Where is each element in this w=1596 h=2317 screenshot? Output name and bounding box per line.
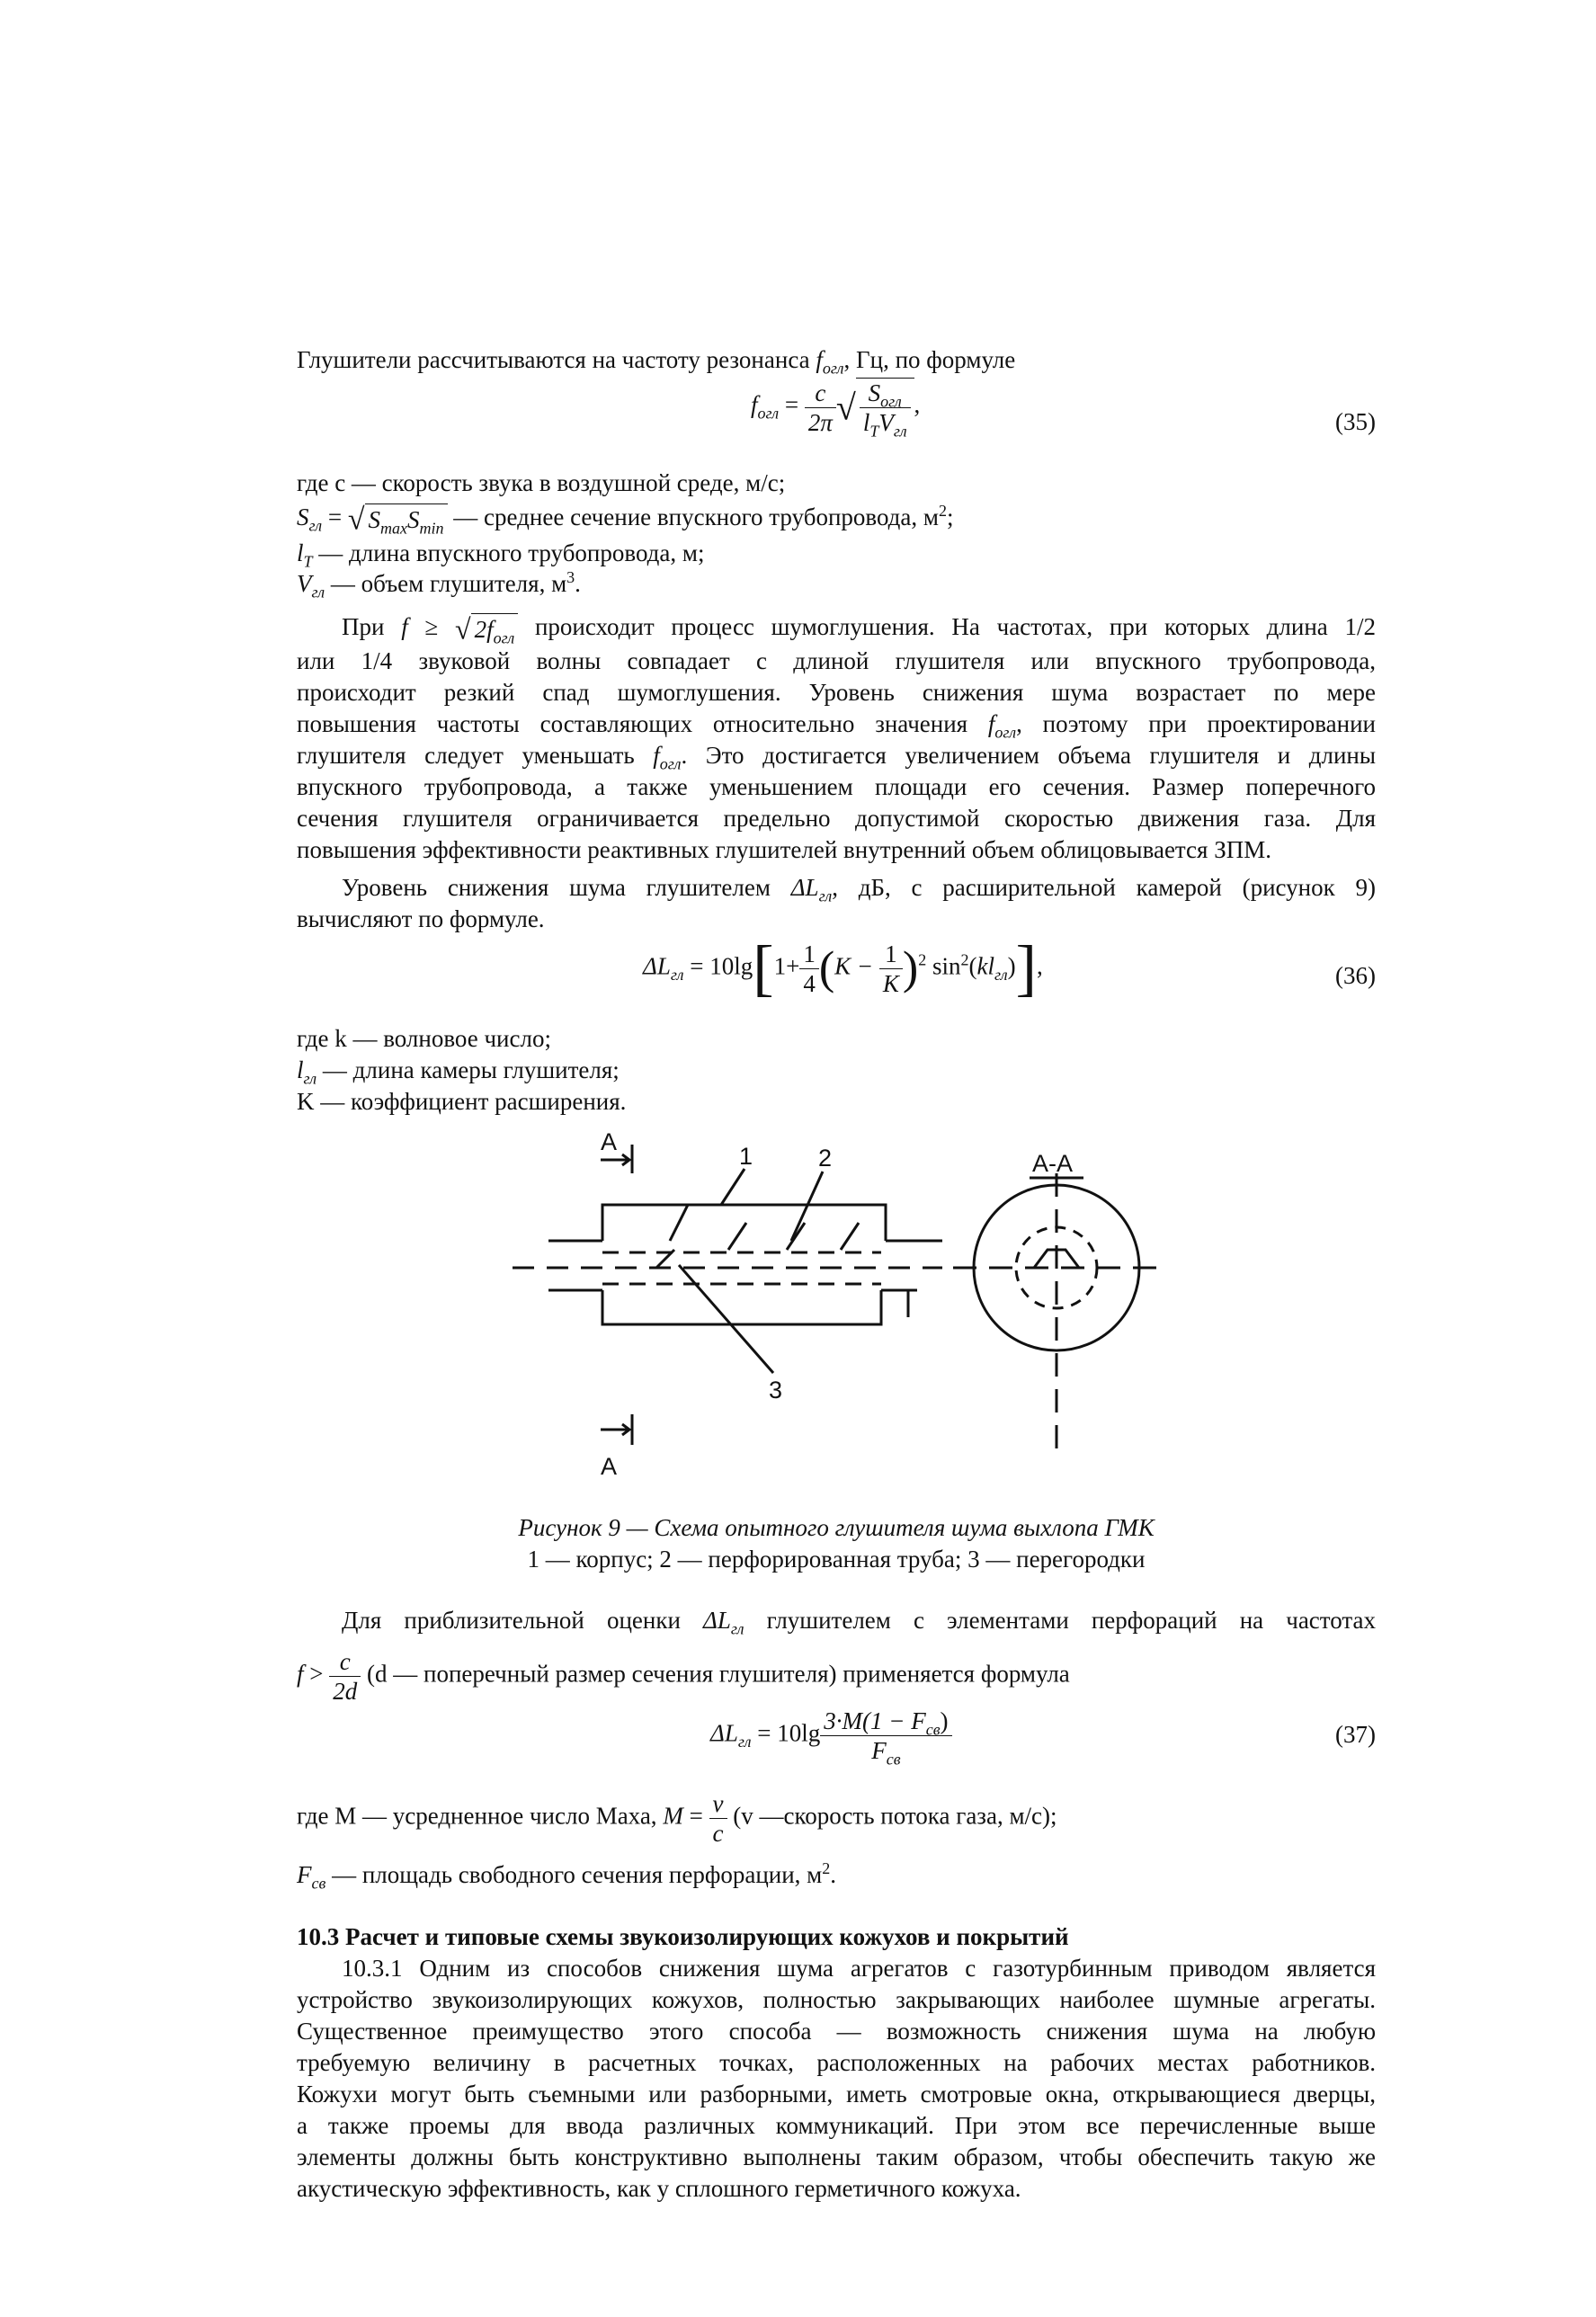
section-line-1: 10.3.1 Одним из способов снижения шума агрегатов с газотурбинным приводом является xyxy=(342,1955,1376,1982)
para1-f: f xyxy=(401,613,408,640)
para3-gt: > xyxy=(309,1660,324,1688)
def-s-min-sub: min xyxy=(419,519,444,538)
right-bracket-icon: ] xyxy=(1015,933,1037,1003)
eq35-inner-den xyxy=(860,408,911,441)
def-l-line xyxy=(297,538,1376,569)
para1-ge: ≥ xyxy=(424,613,439,640)
def-s-line xyxy=(297,502,1376,536)
def-v-line xyxy=(297,568,1376,600)
section-line-7: элементы должны быть конструктивно выполнены таким образом, чтобы обеспечить такую же xyxy=(297,2143,1376,2170)
eq36-comma: , xyxy=(1036,952,1043,980)
eq36-inv-den: K xyxy=(882,970,899,997)
eq35-denominator: 2π xyxy=(807,408,833,436)
eq35-l: l xyxy=(862,409,870,436)
eq36-k: K − xyxy=(834,952,874,980)
section-line-3: Существенное преимущество этого способа — возможность снижения шума на любую xyxy=(297,2018,1376,2045)
def-s-min: S xyxy=(407,505,420,533)
equation-35 xyxy=(751,378,921,441)
intro-line xyxy=(297,344,1376,376)
para2-symbol: ΔL xyxy=(790,874,819,901)
para3-den: 2d xyxy=(333,1678,358,1705)
def-l-text: — длина впускного трубопровода, м; xyxy=(312,539,705,566)
def-m-fraction xyxy=(709,1789,727,1848)
equation-36: $\Delta L_{гл} = 10\lg[1+$ $\frac{1}{4}$ (K − $\frac{1}{K}$ )$^2$ $\sin^2(kl_{гл})$], xyxy=(643,933,1043,1003)
eq36-lg: 10lg xyxy=(709,952,753,980)
para1-rad-text: 2f xyxy=(474,615,494,643)
intro-f-subscript: огл xyxy=(822,359,844,378)
def-m-den: c xyxy=(712,1820,724,1847)
leader-3 xyxy=(679,1265,773,1373)
para1-l4-b: , поэтому при проектировании xyxy=(1016,710,1377,737)
eq35-lhs-sub: огл xyxy=(757,404,780,423)
eq36-quarter-den: 4 xyxy=(803,970,816,997)
section-line-6: а также проемы для ввода различных коммуникаций. При этом все перечисленные выше xyxy=(297,2112,1376,2139)
eq37-fraction xyxy=(820,1707,951,1769)
def-lgl-symbol: l xyxy=(297,1056,304,1083)
eq35-l-sub: T xyxy=(869,422,879,441)
def-f-text: — площадь свободного сечения перфорации, м xyxy=(325,1861,823,1888)
eq36-one: 1+ xyxy=(773,952,800,980)
equation-37 xyxy=(710,1707,952,1769)
def-f-sup: 2 xyxy=(822,1859,831,1877)
sqrt-icon: √ xyxy=(835,387,856,428)
def-f-sub: св xyxy=(311,1874,326,1893)
para1-line-7: сечения глушителя ограничивается предельно допустимой скоростью движения газа. Для xyxy=(297,805,1376,832)
eq36-quarter-num: 1 xyxy=(799,940,819,969)
leader-1 xyxy=(721,1169,745,1205)
def-v-end: . xyxy=(575,570,581,597)
callout-3: 3 xyxy=(769,1377,783,1404)
eq36-lhs-sub: гл xyxy=(670,966,684,985)
eq36-arg: kl xyxy=(976,952,994,980)
callout-1: 1 xyxy=(739,1143,753,1170)
def-s-sub: гл xyxy=(308,516,323,535)
def-f-line xyxy=(297,1859,1376,1891)
eq36-inverse xyxy=(879,940,903,998)
eq36-inv-num: 1 xyxy=(879,940,903,969)
def-m-text-a: где M — усредненное число Маха, xyxy=(297,1802,664,1830)
eq35-radicand xyxy=(856,378,914,441)
eq37-num-end: ) xyxy=(940,1707,949,1734)
para1-l5-sub: огл xyxy=(659,754,682,773)
def-s-max-sub: max xyxy=(380,519,408,538)
left-bracket-icon: [ xyxy=(753,933,774,1003)
para2-sub: гл xyxy=(818,887,833,905)
def-s-radicand xyxy=(365,504,448,536)
eq36-equals: = xyxy=(690,952,704,980)
def-K-line: K — коэффициент расширения. xyxy=(297,1088,627,1115)
def-s-sup: 2 xyxy=(938,502,947,520)
eq35-numerator: c xyxy=(805,379,836,408)
para3-l1-b: глушителем с элементами перфораций на частотах xyxy=(744,1607,1376,1634)
para3-sub: гл xyxy=(730,1619,745,1638)
eq36-arg-sub: гл xyxy=(994,966,1008,985)
eq37-denominator xyxy=(820,1736,951,1769)
para1-radicand xyxy=(471,613,519,646)
eq36-number: (36) xyxy=(1335,962,1376,989)
intro-text-b: , Гц, по формуле xyxy=(843,346,1016,373)
eq36-lhs: ΔL xyxy=(643,952,671,980)
def-m-line xyxy=(297,1789,1376,1848)
sqrt-icon: √ xyxy=(347,503,365,537)
para1-l4-a: повышения частоты составляющих относительно значения xyxy=(297,710,988,737)
para2-l1-b: , дБ, с расширительной камерой (рисунок 9) xyxy=(832,874,1376,901)
def-v-sub: гл xyxy=(311,583,325,602)
def-v-text: — объем глушителя, м xyxy=(325,570,567,597)
eq37-lhs-sub: гл xyxy=(737,1733,752,1751)
para2-line-2: вычисляют по формуле. xyxy=(297,905,545,932)
para1-l5-f: f xyxy=(653,742,660,769)
def-m-num: v xyxy=(709,1789,727,1819)
para1-l5-b: . Это достигается увеличением объема глушителя и длины xyxy=(681,742,1376,769)
def-lgl-text: — длина камеры глушителя; xyxy=(317,1056,620,1083)
eq37-equals: = xyxy=(757,1719,771,1747)
eq37-lhs: ΔL xyxy=(710,1719,738,1747)
para3-fraction xyxy=(329,1647,361,1706)
def-m-equals: = xyxy=(689,1802,703,1830)
def-f-end: . xyxy=(830,1861,837,1888)
eq35-fraction xyxy=(805,379,836,437)
eq35-s: S xyxy=(868,379,881,406)
para2-line-1 xyxy=(297,872,1376,904)
body-upper xyxy=(602,1205,886,1241)
def-f-symbol: F xyxy=(297,1861,312,1888)
baffle xyxy=(670,1205,688,1241)
para3-line-1 xyxy=(297,1605,1376,1636)
para1-l1-a: При xyxy=(342,613,402,640)
section-heading: 10.3 Расчет и типовые схемы звукоизолирующих кожухов и покрытий xyxy=(297,1923,1069,1950)
para1-line-3: происходит резкий спад шумоглушения. Уровень снижения шума возрастает по мере xyxy=(297,679,1376,706)
para3-l1-a: Для приблизительной оценки xyxy=(342,1607,704,1634)
def-v-sup: 3 xyxy=(566,568,575,586)
para1-l1-b: происходит процесс шумоглушения. На частотах, при которых длина 1/2 xyxy=(518,613,1377,640)
eq35-equals: = xyxy=(784,391,799,419)
section-line-5: Кожухи могут быть съемными или разборными, иметь смотровые окна, открывающиеся дверцы, xyxy=(297,2081,1376,2108)
section-letter-bottom: A xyxy=(601,1453,618,1480)
para1-line-8: повышения эффективности реактивных глушителей внутренний объем облицовывается ЗПМ. xyxy=(297,836,1271,863)
section-line-8: акустическую эффективность, как у сплошного герметичного кожуха. xyxy=(297,2175,1021,2202)
body-lower xyxy=(602,1290,881,1324)
def-lgl-line xyxy=(297,1055,1376,1086)
eq37-lg: 10lg xyxy=(777,1719,821,1747)
eq35-v-sub: гл xyxy=(893,422,907,441)
para1-rad-sub: огл xyxy=(493,628,515,647)
para1-l5-a: глушителя следует уменьшать xyxy=(297,742,654,769)
def-l-sub: T xyxy=(303,552,313,571)
eq36-sin-pow: 2 xyxy=(960,950,969,969)
para1-l4-sub: огл xyxy=(994,723,1017,742)
def-s-equals: = xyxy=(327,504,343,530)
eq35-s-sub: огл xyxy=(880,392,902,411)
def-c-line: где c — скорость звука в воздушной среде, м/с; xyxy=(297,469,786,496)
eq37-num-sub: св xyxy=(925,1720,941,1739)
eq35-number: (35) xyxy=(1335,408,1376,435)
def-s-text: — среднее сечение впускного трубопровода, м xyxy=(447,504,939,530)
document-page xyxy=(297,0,1376,2317)
eq37-den-text: F xyxy=(871,1737,887,1764)
eq37-den-sub: св xyxy=(886,1750,901,1769)
para1-line-2: или 1/4 звуковой волны совпадает с длиной глушителя или впускного трубопровода, xyxy=(297,647,1376,674)
baffle xyxy=(787,1223,805,1250)
eq36-pow: 2 xyxy=(918,950,927,969)
eq37-num-text: 3·M(1 − F xyxy=(824,1707,926,1734)
muffler-schematic xyxy=(513,1128,1169,1484)
baffle xyxy=(841,1223,859,1250)
def-s-end: ; xyxy=(946,504,954,530)
para3-num: c xyxy=(329,1647,361,1677)
figure-caption-legend: 1 — корпус; 2 — перфорированная труба; 3 — перегородки xyxy=(527,1546,1146,1573)
eq37-numerator xyxy=(820,1707,951,1739)
eq37-number: (37) xyxy=(1335,1721,1376,1748)
para1-line-4 xyxy=(297,708,1376,740)
baffle xyxy=(728,1223,746,1250)
figure-9 xyxy=(513,1128,1169,1492)
eq35-inner-fraction xyxy=(860,379,911,441)
intro-text-a: Глушители рассчитываются на частоту резонанса xyxy=(297,346,816,373)
para1-line-1 xyxy=(297,611,1376,646)
para2-l1-a: Уровень снижения шума глушителем xyxy=(342,874,791,901)
right-paren-icon: ) xyxy=(902,942,919,994)
def-m-text-b: (v —скорость потока газа, м/с); xyxy=(727,1802,1057,1830)
eq35-comma: , xyxy=(914,391,921,419)
para1-line-6: впускного трубопровода, а также уменьшением площади его сечения. Размер поперечного xyxy=(297,773,1376,800)
para3-line-2 xyxy=(297,1647,1376,1706)
para3-symbol: ΔL xyxy=(703,1607,731,1634)
def-m-symbol: M xyxy=(663,1802,683,1830)
para3-l2-b: (d — поперечный размер сечения глушителя) применяется формула xyxy=(361,1660,1070,1688)
figure-caption-title: Рисунок 9 — Схема опытного глушителя шума выхлопа ГМК xyxy=(518,1514,1155,1541)
def-s-max: S xyxy=(368,505,381,533)
para3-f: f xyxy=(297,1660,304,1688)
eq35-v: V xyxy=(878,409,894,436)
eq36-quarter xyxy=(799,940,819,998)
def-s-symbol: S xyxy=(297,504,309,530)
intro-f-symbol: f xyxy=(816,346,823,373)
def-v-symbol: V xyxy=(297,570,312,597)
section-line-2: устройство звукоизолирующих кожухов, полностью закрывающих наиболее шумные агрегаты. xyxy=(297,1986,1376,2013)
eq35-lhs: f xyxy=(751,391,758,419)
eq35-inner-num xyxy=(860,379,911,411)
eq36-sin: sin xyxy=(932,952,961,980)
callout-2: 2 xyxy=(818,1145,833,1172)
section-line-4: требуемую величину в расчетных точках, расположенных на рабочих местах работников. xyxy=(297,2049,1376,2076)
left-paren-icon: ( xyxy=(818,942,835,994)
section-label: A-A xyxy=(1032,1150,1074,1177)
para1-l4-f: f xyxy=(987,710,995,737)
def-l-symbol: l xyxy=(297,539,304,566)
para1-line-5 xyxy=(297,740,1376,771)
sqrt-icon: √ xyxy=(455,612,471,646)
section-letter-top: A xyxy=(601,1128,618,1155)
def-k-line: где k — волновое число; xyxy=(297,1025,551,1052)
def-lgl-sub: гл xyxy=(303,1069,317,1088)
